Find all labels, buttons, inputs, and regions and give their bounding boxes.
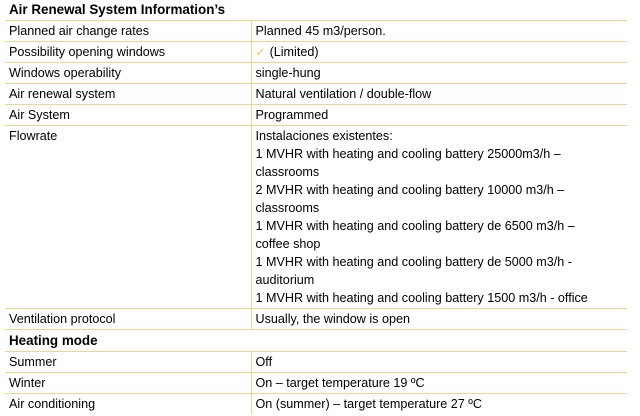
row-value: Programmed [251,105,627,126]
row-value: Planned 45 m3/person. [251,21,627,42]
row-label: Air renewal system [5,84,251,105]
row-value: On – target temperature 19 ºC [251,373,627,394]
row-label: Windows operability [5,63,251,84]
row-value: Off [251,352,627,373]
row-label: Winter [5,373,251,394]
info-table [5,0,627,414]
table-row-air-conditioning [5,394,627,415]
row-label: Possibility opening windows [5,42,251,63]
flowrate-line: 1 MVHR with heating and cooling battery de 6500 m3/h – [255,219,575,233]
flowrate-line: 1 MVHR with heating and cooling battery 25000m3/h – [255,147,561,161]
flowrate-line: 1 MVHR with heating and cooling battery de 5000 m3/h - [255,255,572,269]
flowrate-line: classrooms [255,201,320,215]
row-value: Natural ventilation / double-flow [251,84,627,105]
flowrate-line: 2 MVHR with heating and cooling battery 10000 m3/h – [255,183,565,197]
flowrate-line: 1 MVHR with heating and cooling battery 1500 m3/h - office [255,291,588,305]
table-row-winter [5,373,627,394]
row-value: single-hung [251,63,627,84]
table-row-windows-operability [5,63,627,84]
table-row-air-change-rates [5,21,627,42]
row-value [251,42,627,63]
section-header-air-renewal [5,0,627,21]
table-row-flowrate [5,126,627,309]
flowrate-line: Instalaciones existentes: [255,129,393,143]
row-label: Flowrate [5,126,251,309]
row-label: Air conditioning [5,394,251,415]
checkmark-icon: ✓ [255,45,266,59]
row-label: Planned air change rates [5,21,251,42]
table-row-air-system [5,105,627,126]
section-title: Heating mode [5,330,627,352]
section-header-heating-mode [5,330,627,352]
row-label: Ventilation protocol [5,309,251,330]
flowrate-line: auditorium [255,273,315,287]
table-row-ventilation-protocol [5,309,627,330]
row-label: Air System [5,105,251,126]
row-value-text: (Limited) [269,45,319,59]
table-row-opening-windows [5,42,627,63]
row-value: On (summer) – target temperature 27 ºC [255,397,482,411]
table-row-summer [5,352,627,373]
flowrate-line: coffee shop [255,237,321,251]
flowrate-line: classrooms [255,165,320,179]
table-row-air-renewal-system [5,84,627,105]
row-label: Summer [5,352,251,373]
row-value-multiline [251,126,627,309]
row-value: Usually, the window is open [251,309,627,330]
section-title: Air Renewal System Information’s [5,0,627,21]
